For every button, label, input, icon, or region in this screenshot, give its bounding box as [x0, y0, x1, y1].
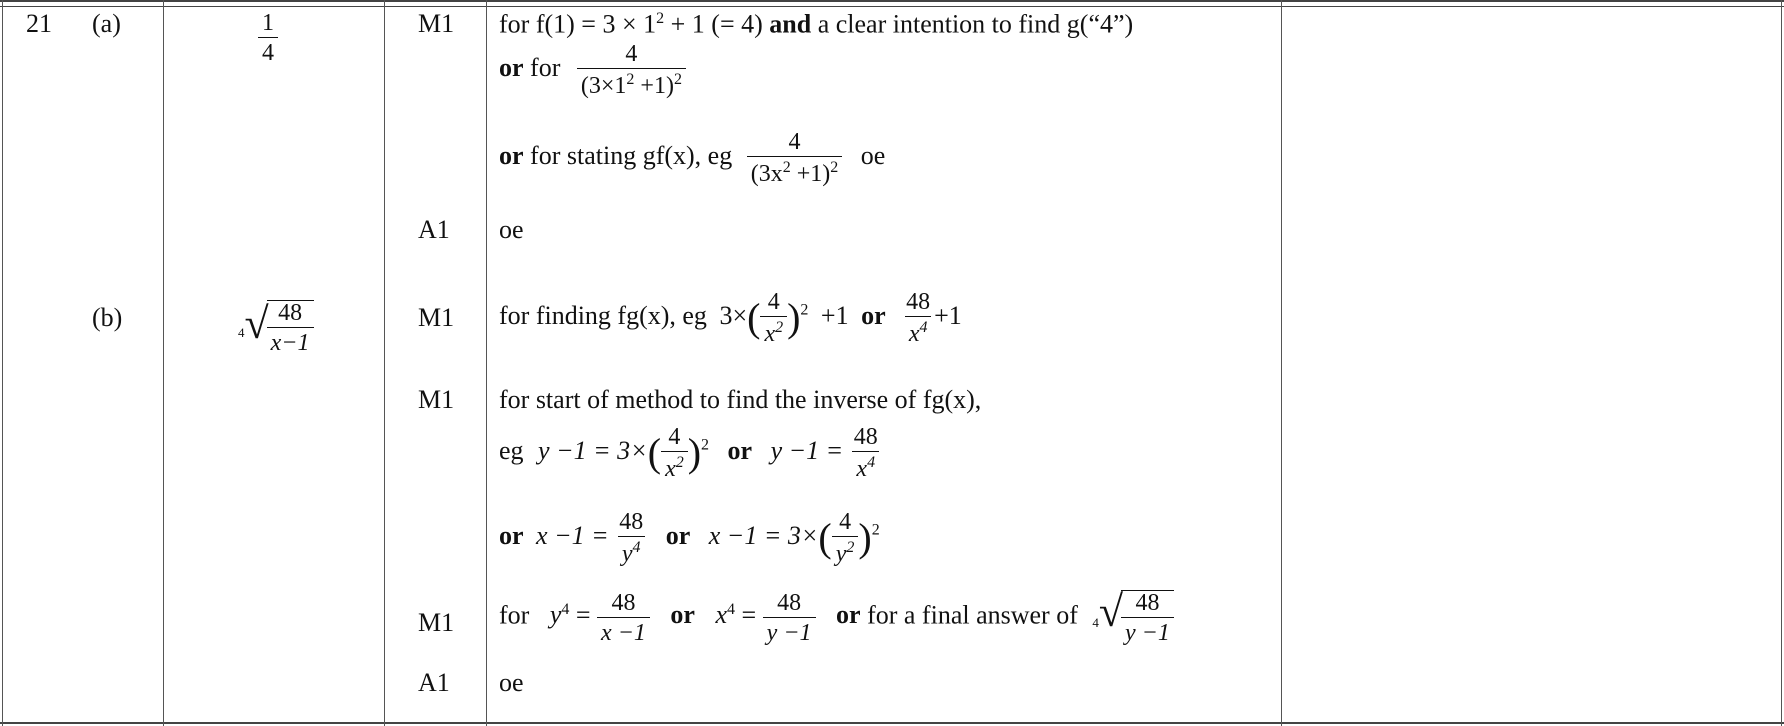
- mark-code: M1: [418, 608, 455, 637]
- question-number: 21: [26, 9, 52, 38]
- mark-line: oe: [499, 215, 524, 244]
- answer-a: $\frac{1}{4}$: [258, 11, 278, 65]
- mark-line: or x −1 = $\frac{48}{y^4}$ or x −1 = 3×( $\frac{4}{y^2}$ )$^2$: [499, 509, 880, 567]
- part-label-b: (b): [92, 303, 123, 332]
- mark-line: or for $\frac{4}{(3\times 1^2 +1)^2}$: [499, 42, 686, 98]
- col-divider: [486, 0, 487, 726]
- mark-line: for $y^4$ = $\frac{48}{x -1}$ or $x^4$ = $\frac{48}{y -1}$ or for a final answer of 4√ $\frac{48}{y -1}$: [499, 590, 1174, 645]
- table-top-border: [0, 0, 1784, 2]
- answer-b: 4√ $\frac{48}{x-1}$: [238, 300, 314, 355]
- mark-code: M1: [418, 385, 455, 414]
- mark-line: for $f(1) = 3 \times 1^2 + 1$ (= 4) and a clear intention to find g(“4”): [499, 9, 1134, 39]
- col-divider: [163, 0, 164, 726]
- mark-code: A1: [418, 215, 450, 244]
- col-divider: [1281, 0, 1282, 726]
- col-divider: [2, 0, 3, 726]
- table-header-border: [0, 6, 1784, 7]
- mark-line: for start of method to find the inverse of fg(x),: [499, 385, 982, 414]
- col-divider: [384, 0, 385, 726]
- mark-line: for finding fg(x), eg 3×( $\frac{4}{x^2}$ )$^2$ +1 or $\frac{48}{x^4}$ +1: [499, 289, 962, 347]
- table-bottom-border: [0, 722, 1784, 724]
- mark-code: M1: [418, 9, 455, 38]
- mark-line: eg y −1 = 3×( $\frac{4}{x^2}$ )$^2$ or y −1 = $\frac{48}{x^4}$: [499, 424, 878, 482]
- part-label-a: (a): [92, 9, 121, 38]
- mark-code: M1: [418, 303, 455, 332]
- col-divider: [1781, 0, 1782, 726]
- mark-line: or for stating gf(x), eg $\frac{4}{(3x^2 +1)^2}$ oe: [499, 129, 886, 187]
- mark-code: A1: [418, 668, 450, 697]
- mark-line: oe: [499, 668, 524, 697]
